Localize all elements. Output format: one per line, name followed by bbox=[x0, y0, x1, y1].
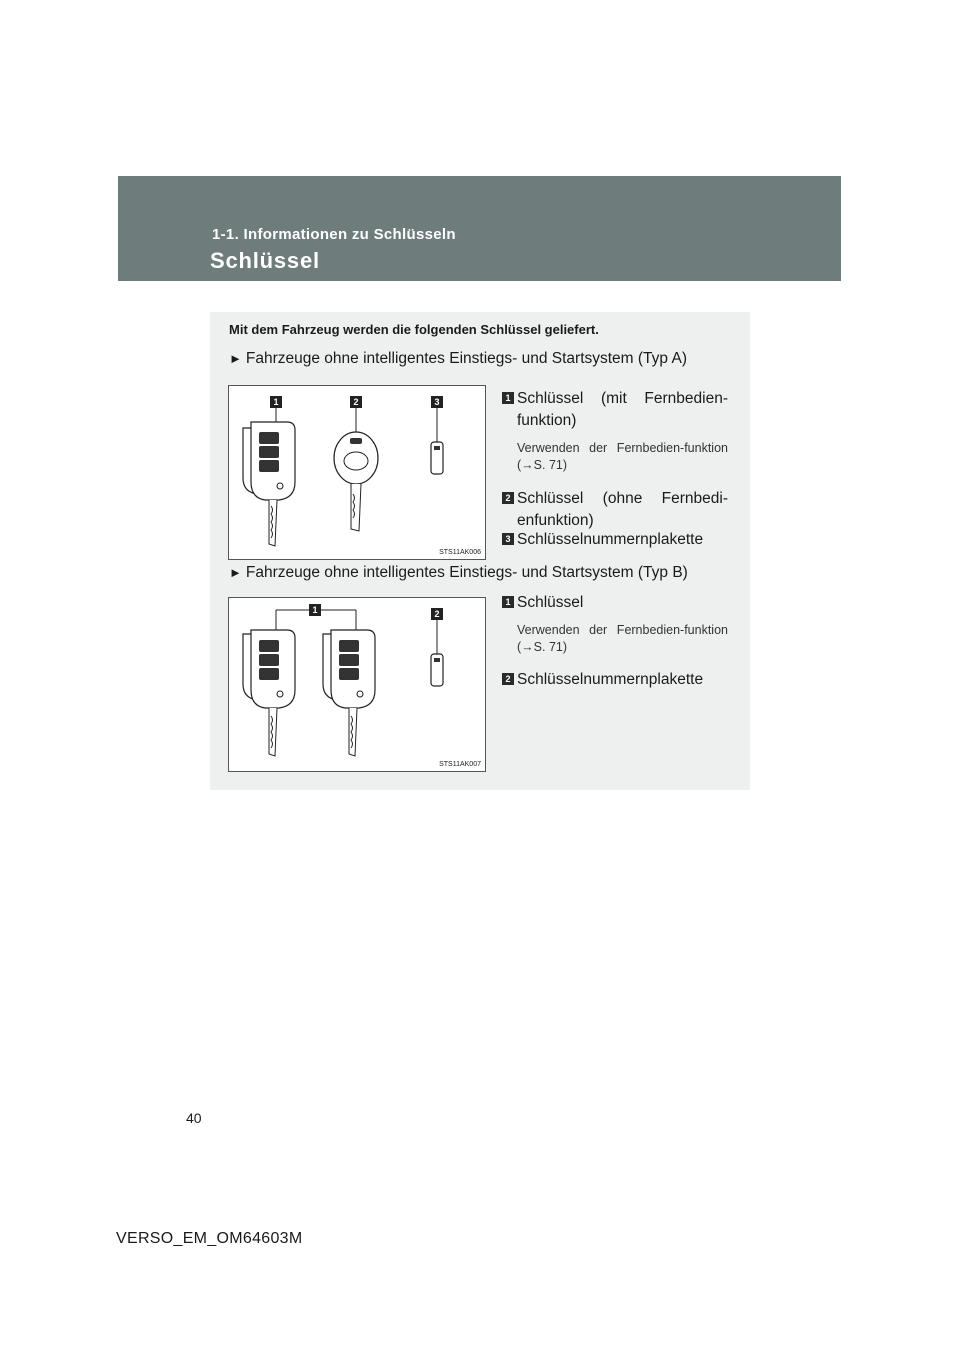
item-label: Schlüssel (mit Fernbedien-funktion) bbox=[517, 390, 728, 429]
item-number-badge: 2 bbox=[502, 492, 514, 504]
type-a-key-figure bbox=[228, 385, 486, 560]
intro-text: Mit dem Fahrzeug werden die folgenden Schlüssel geliefert. bbox=[229, 322, 599, 337]
content-panel bbox=[210, 312, 750, 790]
document-code: VERSO_EM_OM64603M bbox=[116, 1230, 303, 1247]
callout-2: 2 bbox=[431, 608, 443, 620]
item-number-badge: 3 bbox=[502, 533, 514, 545]
item-number-badge: 2 bbox=[502, 673, 514, 685]
key-illustration bbox=[229, 386, 485, 559]
key-illustration bbox=[229, 598, 485, 771]
type-b-heading-text: Fahrzeuge ohne intelligentes Einstiegs- und Startsystem (Typ B) bbox=[245, 564, 688, 581]
type-b-key-figure bbox=[228, 597, 486, 772]
type-a-heading-text: Fahrzeuge ohne intelligentes Einstiegs- und Startsystem (Typ A) bbox=[245, 350, 687, 367]
section-breadcrumb: 1-1. Informationen zu Schlüsseln bbox=[212, 226, 456, 243]
type-a-item-1 bbox=[502, 388, 728, 474]
type-b-item-2 bbox=[502, 669, 728, 691]
triangle-bullet-icon: ► bbox=[229, 565, 242, 580]
triangle-bullet-icon: ► bbox=[229, 351, 242, 366]
callout-3: 3 bbox=[431, 396, 443, 408]
page-title: Schlüssel bbox=[210, 248, 320, 273]
item-number-badge: 1 bbox=[502, 596, 514, 608]
item-note: Verwenden der Fernbedien-funktion (→S. 71) bbox=[517, 441, 728, 472]
type-b-heading bbox=[229, 564, 688, 582]
item-note: Verwenden der Fernbedien-funktion (→S. 71) bbox=[517, 623, 728, 654]
page-number: 40 bbox=[186, 1110, 202, 1126]
figure-code: STS11AK006 bbox=[439, 549, 481, 556]
type-a-heading bbox=[229, 350, 687, 368]
type-b-item-1 bbox=[502, 592, 728, 656]
callout-1: 1 bbox=[270, 396, 282, 408]
callout-1: 1 bbox=[309, 604, 321, 616]
type-a-item-3 bbox=[502, 529, 728, 551]
item-label: Schlüssel (ohne Fernbedi-enfunktion) bbox=[517, 490, 728, 529]
type-a-item-2 bbox=[502, 488, 728, 532]
section-header bbox=[118, 176, 841, 281]
item-label: Schlüssel bbox=[517, 594, 584, 611]
callout-2: 2 bbox=[350, 396, 362, 408]
figure-code: STS11AK007 bbox=[439, 761, 481, 768]
item-label: Schlüsselnummernplakette bbox=[517, 671, 704, 688]
item-number-badge: 1 bbox=[502, 392, 514, 404]
item-label: Schlüsselnummernplakette bbox=[517, 531, 704, 548]
